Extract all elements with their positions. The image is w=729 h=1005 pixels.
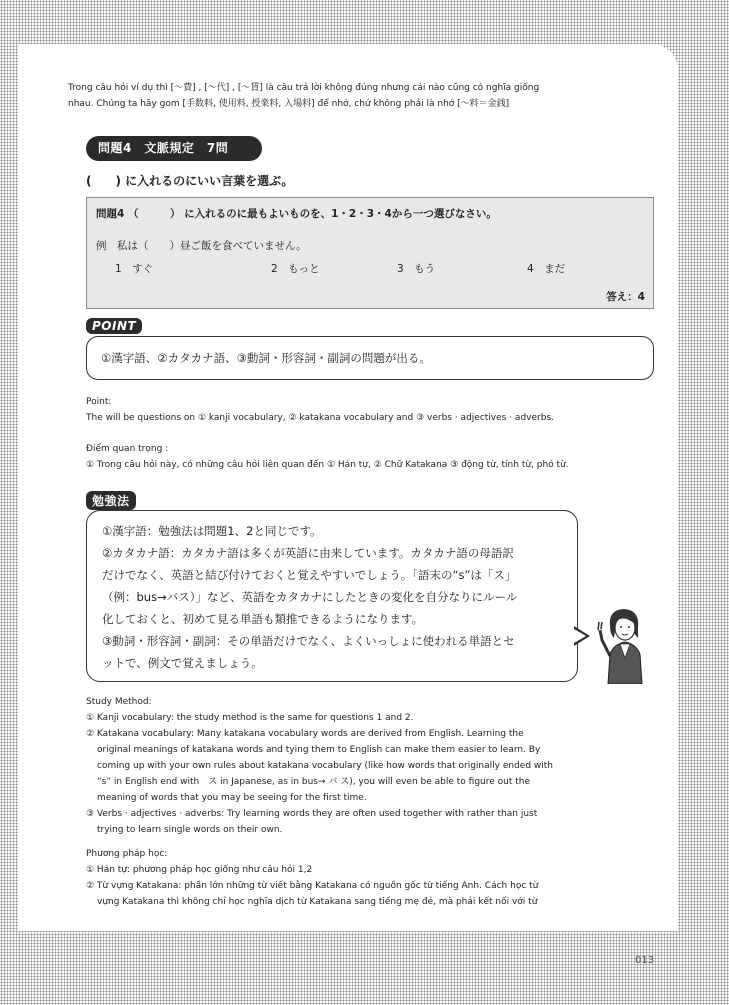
section-heading: ( ) に入れるのにいい言葉を選ぶ。 (86, 174, 294, 188)
option-4: 4 まだ (527, 263, 566, 275)
intro-line: Trong câu hỏi ví dụ thì [～費] , [～代] , [～賃] là câu trả lời không đúng nhưng cái nào cũng có nghĩa giống (68, 83, 540, 93)
teacher-illustration (596, 604, 652, 684)
study-line: ③動詞・形容詞・副詞：その単語だけでなく、よくいっしょに使われる単語とセ (102, 634, 515, 648)
study-line: ①漢字語：勉強法は問題1、2と同じです。 (102, 524, 322, 538)
study-line: ットで、例文で覚えましょう。 (102, 656, 263, 670)
study-method-tag: 勉強法 (86, 491, 136, 510)
point-english (86, 394, 666, 426)
point-english-title: Point: (86, 397, 112, 407)
study-english-line: coming up with your own rules about katakana vocabulary (like how words that originally ended with (97, 761, 553, 771)
question-example: 例 私は（ ）昼ご飯を食べていません。 (96, 240, 307, 252)
point-tag: POINT (86, 318, 142, 334)
point-vietnamese-title: Điểm quan trọng : (86, 444, 169, 454)
study-line: ②カタカナ語：カタカナ語は多くが英語に由来しています。カタカナ語の母語訳 (102, 546, 514, 560)
study-vietnamese (86, 846, 666, 910)
study-vietnamese-title: Phương pháp học: (86, 849, 168, 859)
study-english (86, 694, 666, 838)
question-box (86, 197, 654, 309)
question-instruction: 問題4 （ ） に入れるのに最もよいものを、1・2・3・4から一つ選びなさい。 (96, 208, 497, 220)
intro-paragraph (68, 80, 668, 112)
study-vietnamese-line: ② Từ vựng Katakana: phần lớn những từ viết bằng Katakana có nguồn gốc từ tiếng Anh. Cách học từ (86, 881, 539, 891)
study-english-line: ① Kanji vocabulary: the study method is the same for questions 1 and 2. (86, 713, 414, 723)
answer-label: 答え：4 (606, 291, 645, 303)
point-box (86, 336, 654, 380)
study-english-line: ③ Verbs · adjectives · adverbs: Try learning words they are often used together with rather than just (86, 809, 538, 819)
speech-bubble-tail-inner (574, 629, 586, 643)
study-line: だけでなく、英語と結び付けておくと覚えやすいでしょう。「語末の“s”は「ス」 (102, 568, 517, 582)
option-3: 3 もう (397, 263, 436, 275)
study-english-line: meaning of words that you may be seeing for the first time. (97, 793, 367, 803)
study-vietnamese-line: ① Hán tự: phương pháp học giống như câu hỏi 1,2 (86, 865, 313, 875)
study-english-line: “s” in English end with ス in Japanese, as in bus→ バ ス), you will even be able to figure out the (97, 777, 531, 787)
point-english-text: The will be questions on ① kanji vocabulary, ② katakana vocabulary and ③ verbs · adjectives · adverbs. (86, 413, 554, 423)
study-line: （例：bus→バス）」など、英語をカタカナにしたときの変化を自分なりにルール (102, 590, 518, 604)
study-english-line: original meanings of katakana words and tying them to English can make them easier to learn. By (97, 745, 541, 755)
study-english-title: Study Method: (86, 697, 152, 707)
option-2: 2 もっと (271, 263, 320, 275)
study-line: 化しておくと、初めて見る単語も類推できるようになります。 (102, 612, 424, 626)
study-vietnamese-line: vựng Katakana thì không chỉ học nghĩa dịch từ Katakana sang tiếng mẹ đẻ, mà phải kết nối với từ (97, 897, 538, 907)
point-vietnamese-text: ① Trong câu hỏi này, có những câu hỏi liên quan đến ① Hán tự, ② Chữ Katakana ③ động từ, tính từ, phó từ. (86, 460, 569, 470)
option-1: 1 すぐ (115, 263, 154, 275)
study-english-line: trying to learn single words on their own. (97, 825, 283, 835)
section-badge: 問題4 文脈規定 7問 (86, 136, 262, 161)
point-vietnamese (86, 441, 666, 473)
study-english-line: ② Katakana vocabulary: Many katakana vocabulary words are derived from English. Learning the (86, 729, 524, 739)
study-method-box (86, 510, 578, 682)
intro-line: nhau. Chúng ta hãy gom [手数料, 使用料, 授業料, 入場料] để nhớ, chứ không phải là nhớ [～料＝金銭] (68, 99, 510, 109)
page-number: 013 (635, 955, 655, 966)
point-text: ①漢字語、②カタカナ語、③動詞・形容詞・副詞の問題が出る。 (101, 351, 431, 365)
